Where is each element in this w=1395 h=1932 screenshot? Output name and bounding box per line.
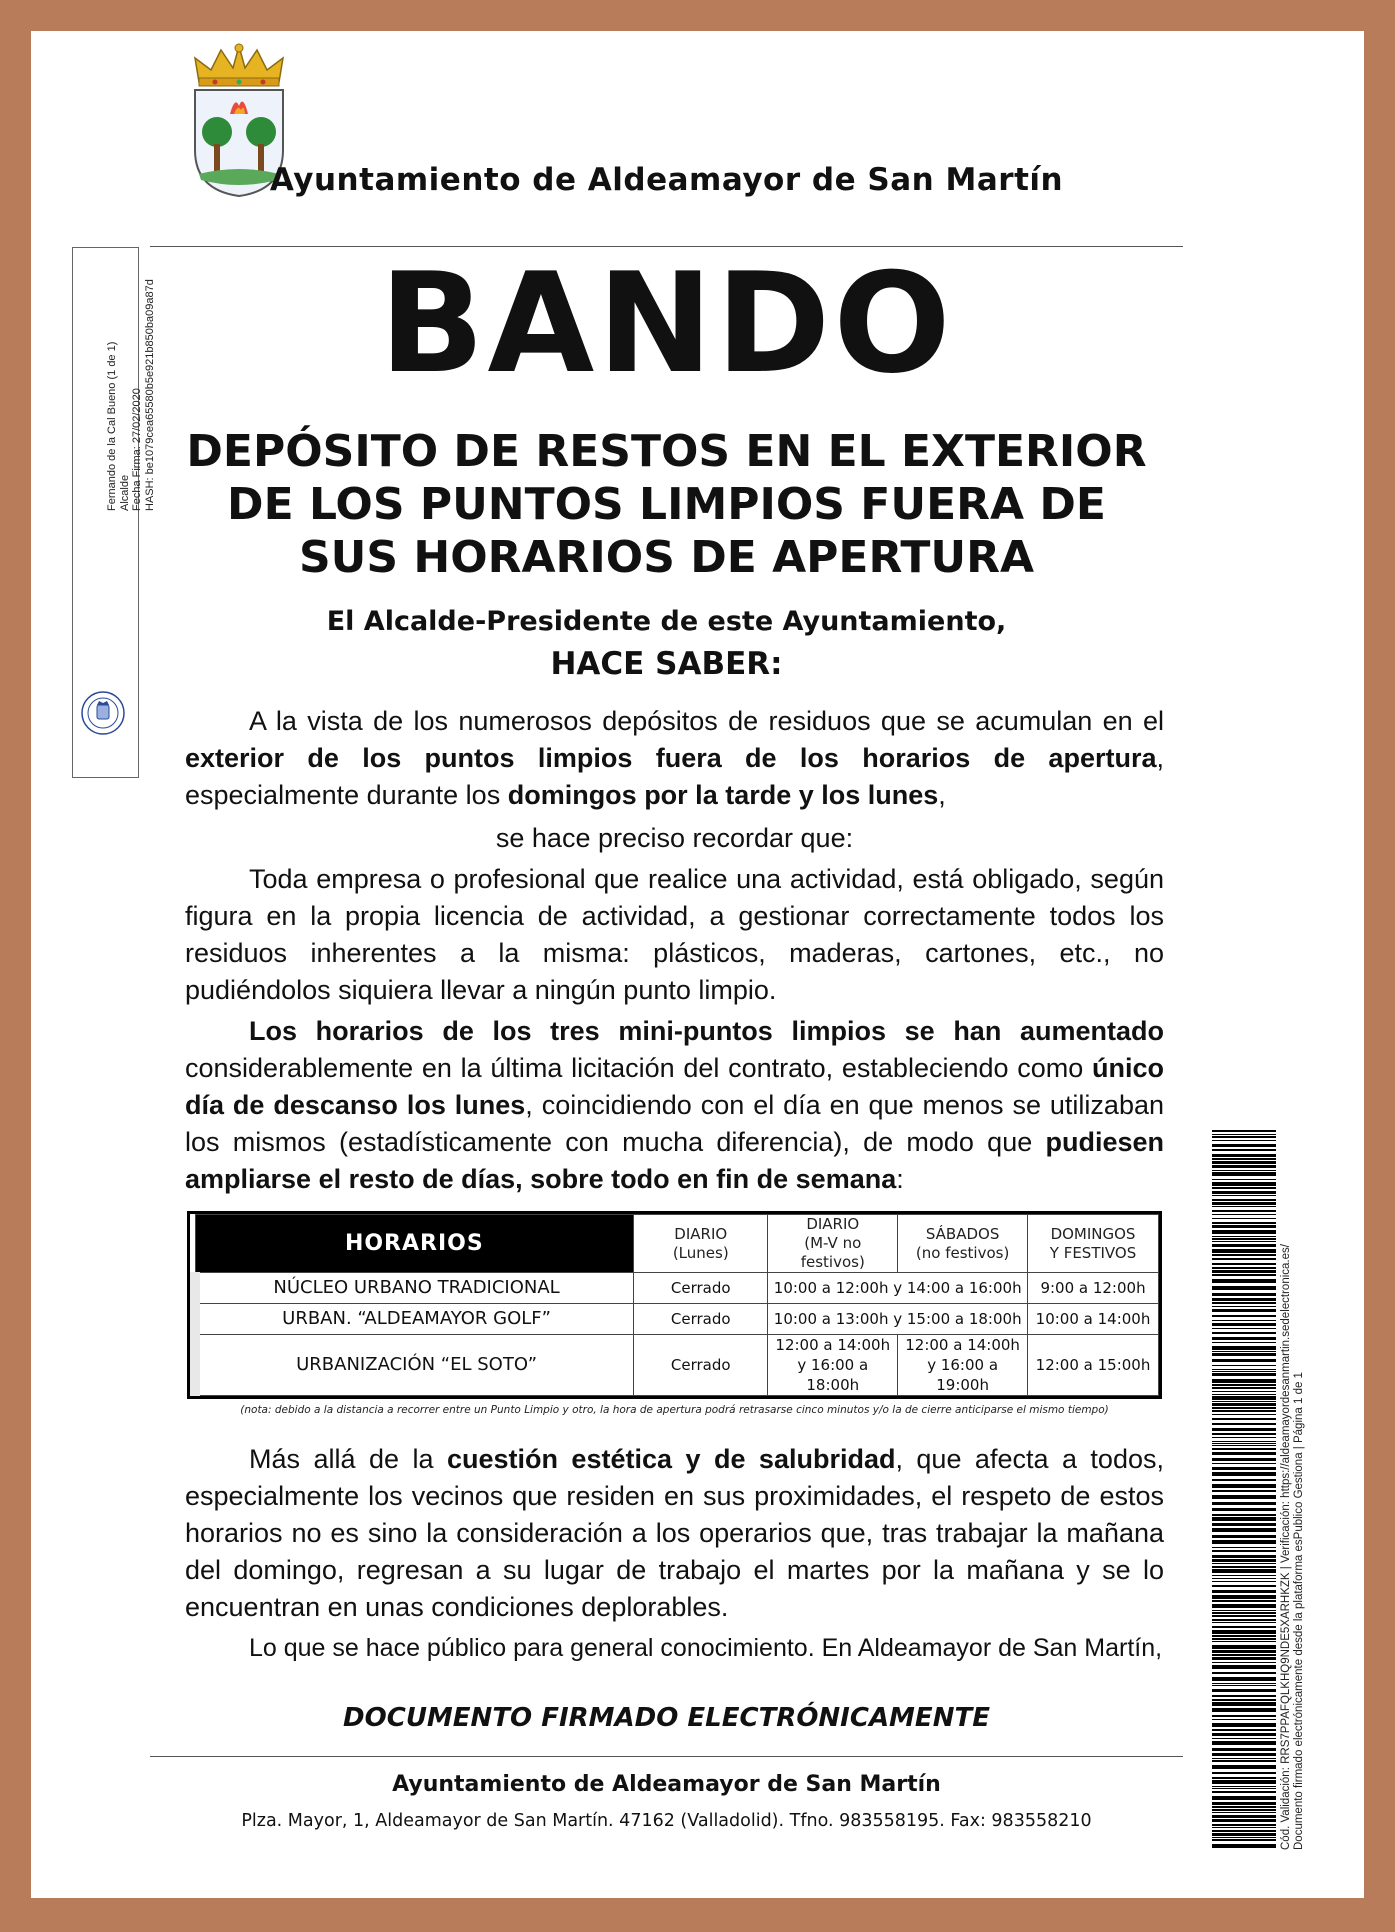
- subtitle-line: DE LOS PUNTOS LIMPIOS FUERA DE: [227, 479, 1106, 530]
- subtitle-line: SUS HORARIOS DE APERTURA: [298, 532, 1035, 583]
- barcode-bar: [1212, 1585, 1276, 1587]
- barcode-bar: [1212, 1569, 1276, 1573]
- barcode-bar: [1212, 1428, 1276, 1431]
- barcode-bar: [1212, 1236, 1276, 1237]
- barcode-bar: [1212, 1777, 1276, 1779]
- barcode-bar: [1212, 1258, 1276, 1260]
- barcode-bar: [1212, 1373, 1276, 1376]
- barcode-bar: [1212, 1819, 1276, 1822]
- barcode-bar: [1212, 1812, 1276, 1813]
- barcode-bar: [1212, 1555, 1276, 1558]
- barcode-bar: [1212, 1222, 1276, 1224]
- barcode-bar: [1212, 1645, 1276, 1649]
- barcode-bar: [1212, 1369, 1276, 1370]
- barcode-bar: [1212, 1619, 1276, 1621]
- barcode-bar: [1212, 1452, 1276, 1455]
- barcode-bar: [1212, 1191, 1276, 1194]
- barcode-bar: [1212, 1581, 1276, 1582]
- barcode-bar: [1212, 1472, 1276, 1476]
- footer-title: Ayuntamiento de Aldeamayor de San Martín: [392, 1772, 941, 1797]
- barcode-bar: [1212, 1824, 1276, 1826]
- barcode-bar: [1212, 1665, 1276, 1669]
- barcode-bar: [1212, 1550, 1276, 1552]
- barcode-bar: [1212, 1765, 1276, 1769]
- barcode-bar: [1212, 1371, 1276, 1372]
- barcode-bar: [1212, 1786, 1276, 1787]
- schedule-header-weekdays: DIARIO (M-V no festivos): [768, 1215, 898, 1273]
- barcode-bar: [1212, 1279, 1276, 1283]
- barcode-bar: [1212, 1604, 1276, 1608]
- barcode-bar: [1212, 1650, 1276, 1653]
- barcode-bar: [1212, 1463, 1276, 1464]
- barcode-bar: [1212, 1286, 1276, 1290]
- barcode-bar: [1212, 1612, 1276, 1614]
- barcode-bar: [1212, 1149, 1276, 1151]
- paragraph-1-conclusion: se hace preciso recordar que:: [495, 823, 854, 853]
- barcode-bar: [1212, 1760, 1276, 1762]
- barcode-bar: [1212, 1154, 1276, 1157]
- barcode-bar: [1212, 1306, 1276, 1307]
- barcode-bar: [1212, 1638, 1276, 1640]
- barcode-bar: [1212, 1748, 1276, 1751]
- barcode-bar: [1212, 1508, 1276, 1511]
- barcode-bar: [1212, 1815, 1276, 1818]
- barcode-bar: [1212, 1140, 1276, 1141]
- barcode-bar: [1212, 1809, 1276, 1811]
- barcode-bar: [1212, 1394, 1276, 1395]
- paragraph-3: Los horarios de los tres mini-puntos limpios se han aumentado considerablemente en la última licitación del contrato, estableciendo como único día de descanso los lunes, coincidiendo con el día en que menos se utilizaban los mismos (estadísticamente con mucha diferencia), de modo que pudiesen ampliarse el resto de días, sobre todo en fin de semana:: [185, 1016, 1164, 1194]
- barcode-bar: [1212, 1630, 1276, 1634]
- barcode-bar: [1212, 1514, 1276, 1516]
- barcode-bar: [1212, 1423, 1276, 1425]
- barcode-bar: [1212, 1134, 1276, 1135]
- barcode-bar: [1212, 1780, 1276, 1784]
- barcode-bar: [1212, 1654, 1276, 1656]
- barcode-bar: [1212, 1758, 1276, 1759]
- schedule-weekdays-saturdays: 10:00 a 12:00h y 14:00 a 16:00h: [768, 1273, 1028, 1304]
- barcode-bar: [1212, 1418, 1276, 1420]
- barcode-bar: [1212, 1441, 1276, 1442]
- barcode-bar: [1212, 1170, 1276, 1171]
- table-row: [195, 1304, 1159, 1335]
- barcode-bar: [1212, 1433, 1276, 1435]
- table-row: [195, 1335, 1159, 1396]
- barcode-bar: [1212, 1293, 1276, 1296]
- document-type-heading: BANDO: [379, 243, 954, 404]
- barcode-bar: [1212, 1249, 1276, 1253]
- document-subtitle: [150, 425, 1183, 584]
- schedule-lunes: Cerrado: [634, 1273, 768, 1304]
- schedule-location: NÚCLEO URBANO TRADICIONAL: [195, 1273, 634, 1304]
- schedule-lunes: Cerrado: [634, 1335, 768, 1396]
- barcode-bar: [1212, 1657, 1276, 1660]
- barcode-bar: [1212, 1796, 1276, 1800]
- barcode-bar: [1212, 1346, 1276, 1350]
- barcode-bar: [1212, 1672, 1276, 1674]
- barcode-bar: [1212, 1172, 1276, 1176]
- validation-code: Cód. Validación: RRS7PPAFQLKHQ9NDE5XARHKZK | Verificación: https://aldeamayordesanmartin.sedelectronica.es/: [1280, 1244, 1292, 1850]
- barcode-bar: [1212, 1715, 1276, 1717]
- barcode-bar: [1212, 1837, 1276, 1838]
- barcode-bar: [1212, 1315, 1276, 1317]
- barcode-bar: [1212, 1238, 1276, 1240]
- barcode-bar: [1212, 1443, 1276, 1444]
- barcode-bar: [1212, 1263, 1276, 1265]
- barcode-bar: [1212, 1479, 1276, 1481]
- barcode-bar: [1212, 1566, 1276, 1568]
- barcode-bar: [1212, 1827, 1276, 1828]
- barcode-bar: [1212, 1214, 1276, 1215]
- barcode-bar: [1212, 1699, 1276, 1701]
- schedule-weekdays: 12:00 a 14:00h y 16:00 a 18:00h: [768, 1335, 898, 1396]
- paragraph-4: Más allá de la cuestión estética y de salubridad, que afecta a todos, especialmente los vecinos que residen en sus proximidades, el respeto de estos horarios no es sino la consideración a los operarios que, tras trabajar la mañana del domingo, regresan a su lugar de trabajo el martes por la mañana y se lo encuentran en unas condiciones deplorables.: [185, 1444, 1164, 1622]
- barcode-bar: [1212, 1535, 1276, 1538]
- barcode-bar: [1212, 1320, 1276, 1321]
- barcode-bar: [1212, 1353, 1276, 1356]
- barcode-bar: [1212, 1130, 1276, 1132]
- barcode-bar: [1212, 1733, 1276, 1736]
- barcode-bar: [1212, 1414, 1276, 1415]
- barcode-bar: [1212, 1830, 1276, 1832]
- barcode-bar: [1212, 1206, 1276, 1207]
- barcode-bar: [1212, 1309, 1276, 1312]
- barcode-bar: [1212, 1590, 1276, 1593]
- barcode-bar: [1212, 1578, 1276, 1579]
- barcode-bar: [1212, 1210, 1276, 1212]
- barcode-bar: [1212, 1844, 1276, 1848]
- signer-role: Alcalde: [118, 474, 131, 511]
- footer-divider: [150, 1756, 1183, 1757]
- schedule-sundays: 12:00 a 15:00h: [1028, 1335, 1159, 1396]
- barcode-bar: [1212, 1708, 1276, 1712]
- schedule-sundays: 10:00 a 14:00h: [1028, 1304, 1159, 1335]
- barcode-bar: [1212, 1158, 1276, 1160]
- barcode-bar: [1212, 1323, 1276, 1326]
- schedule-sundays: 9:00 a 12:00h: [1028, 1273, 1159, 1304]
- barcode-bar: [1212, 1202, 1276, 1205]
- barcode-bar: [1212, 1337, 1276, 1340]
- barcode-bar: [1212, 1298, 1276, 1301]
- barcode-bar: [1212, 1161, 1276, 1164]
- hace-saber-heading: HACE SABER:: [550, 646, 783, 682]
- paragraph-2: Toda empresa o profesional que realice una actividad, está obligado, según figura en la propia licencia de actividad, a gestionar correctamente todos los residuos inherentes a la misma: plásticos, maderas, cartones, etc., no pudiéndolos siquiera llevar a ningún punto limpio.: [185, 864, 1164, 1005]
- barcode-bar: [1212, 1328, 1276, 1329]
- intro-line: El Alcalde-Presidente de este Ayuntamiento,: [326, 606, 1007, 637]
- closing-statement: Lo que se hace público para general conocimiento. En Aldeamayor de San Martín,: [249, 1634, 1163, 1662]
- subtitle-line: DEPÓSITO DE RESTOS EN EL EXTERIOR: [186, 426, 1147, 477]
- barcode-bar: [1212, 1403, 1276, 1406]
- barcode-bar: [1212, 1274, 1276, 1276]
- barcode-bar: [1212, 1467, 1276, 1470]
- barcode-bar: [1212, 1702, 1276, 1706]
- barcode-bar: [1212, 1839, 1276, 1841]
- barcode-bar: [1212, 1267, 1276, 1269]
- barcode-bar: [1212, 1445, 1276, 1446]
- barcode-bar: [1212, 1595, 1276, 1599]
- barcode-bar: [1212, 1218, 1276, 1219]
- barcode-bar: [1212, 1254, 1276, 1256]
- barcode-bar: [1212, 1806, 1276, 1808]
- barcode-bar: [1212, 1685, 1276, 1686]
- validation-platform: Documento firmado electrónicamente desde la plataforma esPublico Gestiona | Página 1 de 1: [1293, 1372, 1305, 1850]
- barcode-bar: [1212, 1391, 1276, 1392]
- table-row: [195, 1273, 1159, 1304]
- barcode-bar: [1212, 1610, 1276, 1611]
- barcode-bar: [1212, 1230, 1276, 1234]
- barcode-bar: [1212, 1738, 1276, 1739]
- barcode-bar: [1212, 1788, 1276, 1789]
- schedule-header-sundays: DOMINGOS Y FESTIVOS: [1028, 1215, 1159, 1273]
- schedule-note: (nota: debido a la distancia a recorrer entre un Punto Limpio y otro, la hora de apertura podrá retrasarse cinco minutos y/o la de cierre anticiparse el mismo tiempo): [240, 1404, 1109, 1416]
- barcode-bar: [1212, 1753, 1276, 1756]
- barcode-bar: [1212, 1437, 1276, 1438]
- barcode-bar: [1212, 1241, 1276, 1242]
- barcode-bar: [1212, 1772, 1276, 1774]
- schedule-location: URBANIZACIÓN “EL SOTO”: [195, 1335, 634, 1396]
- barcode-bar: [1212, 1199, 1276, 1201]
- barcode-bar: [1212, 1635, 1276, 1637]
- signer-name: Fernando de la Cal Bueno (1 de 1): [106, 341, 118, 511]
- barcode-bar: [1212, 1517, 1276, 1521]
- barcode-bar: [1212, 1195, 1276, 1196]
- barcode-bar: [1212, 1600, 1276, 1602]
- barcode-bar: [1212, 1136, 1276, 1138]
- schedule-header-saturdays: SÁBADOS (no festivos): [898, 1215, 1028, 1273]
- schedule-weekdays-saturdays: 10:00 a 13:00h y 15:00 a 18:00h: [768, 1304, 1028, 1335]
- barcode-bar: [1212, 1490, 1276, 1492]
- barcode-bar: [1212, 1351, 1276, 1352]
- barcode-bar: [1212, 1683, 1276, 1684]
- municipality-title: Ayuntamiento de Aldeamayor de San Martín: [269, 162, 1064, 198]
- schedule-saturdays: 12:00 a 14:00h y 16:00 a 19:00h: [898, 1335, 1028, 1396]
- barcode-bar: [1212, 1179, 1276, 1180]
- barcode-bar: [1212, 1396, 1276, 1400]
- barcode-bar: [1212, 1387, 1276, 1389]
- validation-details: [1280, 1090, 1306, 1850]
- validation-barcode-icon: [1212, 1130, 1276, 1850]
- barcode-bar: [1212, 1528, 1276, 1532]
- barcode-bar: [1212, 1695, 1276, 1697]
- signature-date: Fecha Firma: 27/02/2020: [131, 388, 143, 511]
- barcode-bar: [1212, 1410, 1276, 1412]
- schedule-location: URBAN. “ALDEAMAYOR GOLF”: [195, 1304, 634, 1335]
- barcode-bar: [1212, 1622, 1276, 1623]
- barcode-bar: [1212, 1626, 1276, 1628]
- barcode-bar: [1212, 1641, 1276, 1642]
- schedule-lunes: Cerrado: [634, 1304, 768, 1335]
- barcode-bar: [1212, 1802, 1276, 1805]
- barcode-bar: [1212, 1723, 1276, 1727]
- barcode-bar: [1212, 1342, 1276, 1343]
- barcode-bar: [1212, 1575, 1276, 1576]
- barcode-bar: [1212, 1662, 1276, 1663]
- barcode-bar: [1212, 1523, 1276, 1526]
- electronic-signature-notice: DOCUMENTO FIRMADO ELECTRÓNICAMENTE: [343, 1703, 990, 1733]
- barcode-bar: [1212, 1719, 1276, 1720]
- barcode-bar: [1212, 1165, 1276, 1168]
- schedule-header-main: HORARIOS: [195, 1215, 634, 1273]
- barcode-bar: [1212, 1270, 1276, 1273]
- barcode-bar: [1212, 1689, 1276, 1692]
- barcode-bar: [1212, 1187, 1276, 1189]
- paragraph-1: A la vista de los numerosos depósitos de residuos que se acumulan en el exterior de los puntos limpios fuera de los horarios de apertura, especialmente durante los domingos por la tarde y los lunes,: [185, 706, 1164, 810]
- barcode-bar: [1212, 1833, 1276, 1836]
- barcode-bar: [1212, 1407, 1276, 1409]
- barcode-bar: [1212, 1365, 1276, 1366]
- municipal-seal-icon: [80, 690, 126, 736]
- barcode-bar: [1212, 1615, 1276, 1617]
- barcode-bar: [1212, 1741, 1276, 1745]
- barcode-bar: [1212, 1332, 1276, 1334]
- barcode-bar: [1212, 1401, 1276, 1402]
- schedule-table: [187, 1211, 1162, 1399]
- barcode-bar: [1212, 1244, 1276, 1247]
- barcode-bar: [1212, 1729, 1276, 1731]
- signature-hash: HASH: be1079cea65580b5e921b850ba09a87d: [143, 279, 156, 511]
- barcode-bar: [1212, 1144, 1276, 1147]
- signature-details: [106, 0, 156, 511]
- barcode-bar: [1212, 1495, 1276, 1499]
- barcode-bar: [1212, 1225, 1276, 1228]
- barcode-bar: [1212, 1547, 1276, 1548]
- schedule-header-lunes: DIARIO (Lunes): [634, 1215, 768, 1273]
- barcode-bar: [1212, 1448, 1276, 1450]
- barcode-bar: [1212, 1359, 1276, 1362]
- barcode-bar: [1212, 1502, 1276, 1505]
- barcode-bar: [1212, 1677, 1276, 1681]
- barcode-bar: [1212, 1559, 1276, 1562]
- barcode-bar: [1212, 1182, 1276, 1186]
- barcode-bar: [1212, 1379, 1276, 1383]
- barcode-bar: [1212, 1484, 1276, 1488]
- barcode-bar: [1212, 1563, 1276, 1564]
- barcode-bar: [1212, 1302, 1276, 1304]
- barcode-bar: [1212, 1384, 1276, 1386]
- barcode-bar: [1212, 1458, 1276, 1461]
- barcode-bar: [1212, 1540, 1276, 1544]
- footer-address: Plza. Mayor, 1, Aldeamayor de San Martín. 47162 (Valladolid). Tfno. 983558195. Fax: 983558210: [241, 1811, 1092, 1831]
- barcode-bar: [1212, 1791, 1276, 1793]
